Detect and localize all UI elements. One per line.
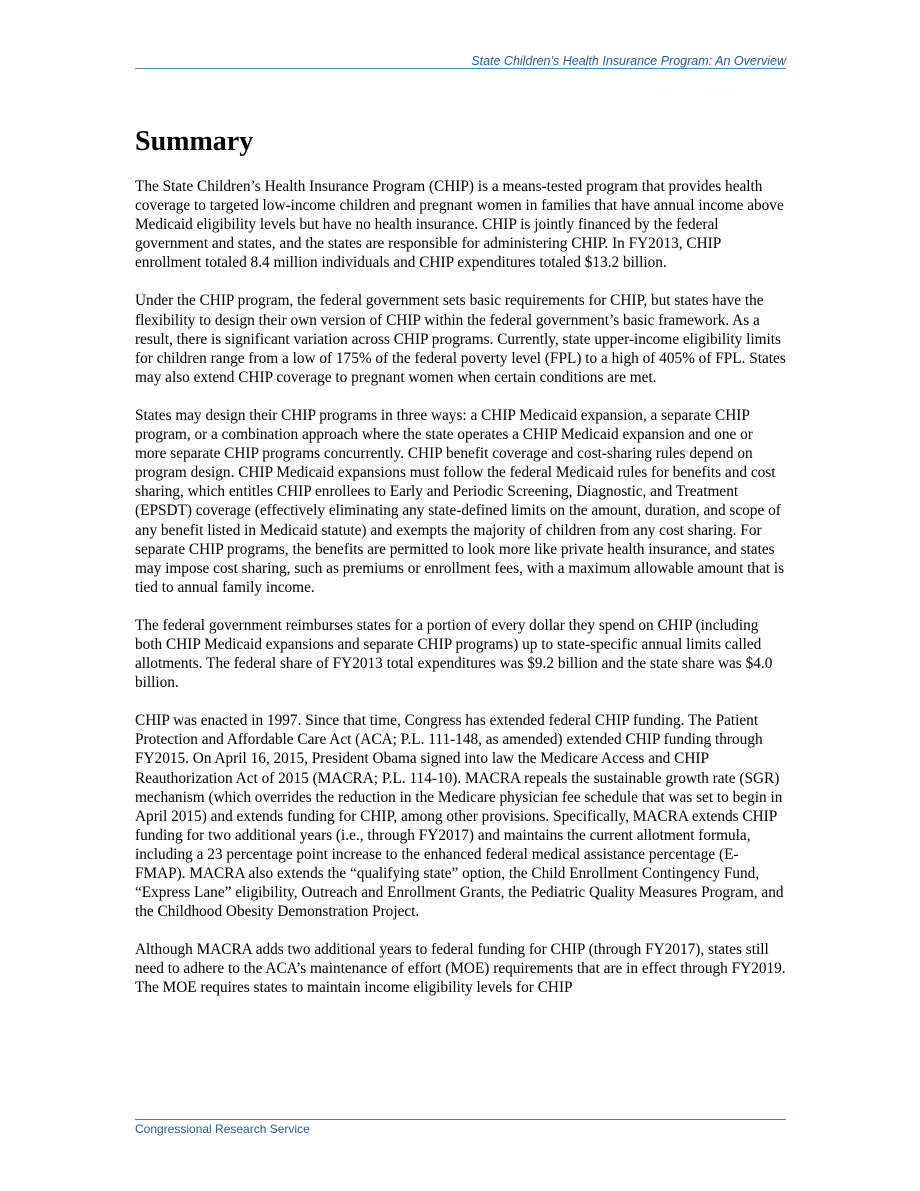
paragraph-3: States may design their CHIP programs in three ways: a CHIP Medicaid expansion, a separate CHIP program, or a combination approach where the state operates a CHIP Medicaid expansion and one or more separate CHIP programs concurrently. CHIP benefit coverage and cost-sharing rules depend on program design. CHIP Medicaid expansions must follow the federal Medicaid rules for benefits and cost sharing, which entitles CHIP enrollees to Early and Periodic Screening, Diagnostic, and Treatment (EPSDT) coverage (effectively eliminating any state-defined limits on the amount, duration, and scope of any benefit listed in Medicaid statute) and exempts the majority of children from any cost sharing. For separate CHIP programs, the benefits are permitted to look more like private health insurance, and states may impose cost sharing, such as premiums or enrollment fees, with a maximum allowable amount that is tied to annual family income. bbox=[135, 406, 785, 596]
paragraph-1: The State Children’s Health Insurance Program (CHIP) is a means-tested program that provides health coverage to targeted low-income children and pregnant women in families that have annual income above Medicaid eligibility levels but have no health insurance. CHIP is jointly financed by the federal government and states, and the states are responsible for administering CHIP. In FY2013, CHIP enrollment totaled 8.4 million individuals and CHIP expenditures totaled $13.2 billion. bbox=[135, 178, 784, 272]
section-heading: Summary bbox=[135, 126, 254, 157]
running-footer-organization: Congressional Research Service bbox=[135, 1122, 310, 1136]
paragraph-4: The federal government reimburses states for a portion of every dollar they spend on CHIP (including both CHIP Medicaid expansions and separate CHIP programs) up to state-specific annual limits called allotments. The federal share of FY2013 total expenditures was $9.2 billion and the state share was $4.0 billion. bbox=[135, 616, 773, 692]
footer-rule bbox=[135, 1119, 786, 1120]
running-header-title: State Children’s Health Insurance Program: An Overview bbox=[471, 54, 786, 68]
body-text bbox=[135, 177, 786, 1017]
header-rule bbox=[135, 68, 786, 69]
paragraph-5: CHIP was enacted in 1997. Since that time, Congress has extended federal CHIP funding. The Patient Protection and Affordable Care Act (ACA; P.L. 111-148, as amended) extended CHIP funding through FY2015. On April 16, 2015, President Obama signed into law the Medicare Access and CHIP Reauthorization Act of 2015 (MACRA; P.L. 114-10). MACRA repeals the sustainable growth rate (SGR) mechanism (which overrides the reduction in the Medicare physician fee schedule that was set to begin in April 2015) and extends funding for CHIP, among other provisions. Specifically, MACRA extends CHIP funding for two additional years (i.e., through FY2017) and maintains the current allotment formula, including a 23 percentage point increase to the enhanced federal medical assistance percentage (E-FMAP). MACRA also extends the “qualifying state” option, the Child Enrollment Contingency Fund, “Express Lane” eligibility, Outreach and Enrollment Grants, the Pediatric Quality Measures Program, and the Childhood Obesity Demonstration Project. bbox=[135, 712, 784, 921]
paragraph-2: Under the CHIP program, the federal government sets basic requirements for CHIP, but states have the flexibility to design their own version of CHIP within the federal government’s basic framework. As a result, there is significant variation across CHIP programs. Currently, state upper-income eligibility limits for children range from a low of 175% of the federal poverty level (FPL) to a high of 405% of FPL. States may also extend CHIP coverage to pregnant women when certain conditions are met. bbox=[135, 292, 786, 386]
paragraph-6: Although MACRA adds two additional years to federal funding for CHIP (through FY2017), states still need to adhere to the ACA’s maintenance of effort (MOE) requirements that are in effect through FY2019. The MOE requires states to maintain income eligibility levels for CHIP bbox=[135, 941, 786, 997]
